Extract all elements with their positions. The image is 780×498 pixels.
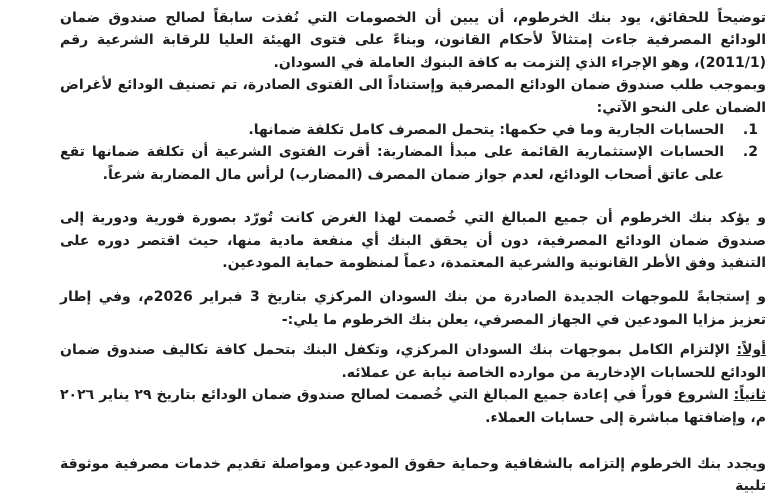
announcement-first	[60, 339, 766, 384]
intro-paragraph: توضيحاً للحقائق، يود بنك الخرطوم، أن يبين أن الخصومات التي نُفذت سابقاً لصالح صندوق ضمان الودائع المصرفية جاءت إمتثالاً لأحكام القانون، وبناءً على فتوى الهيئة العليا للرقابة الشرعية رقم (2011/1)، وهو الإجراء الذي إلتزمت به كافة البنوك العاملة في السودان.	[60, 10, 766, 71]
list-item-text: الحسابات الجارية وما في حكمها: يتحمل المصرف كامل تكلفة ضمانها.	[248, 122, 724, 139]
announcement-first-label: أولاً:	[736, 342, 766, 359]
announcement-second-label: ثانياً:	[733, 387, 767, 404]
classification-intro-paragraph: وبموجب طلب صندوق ضمان الودائع المصرفية وإستناداً الى الفتوى الصادرة، تم تصنيف الودائع لأغراض الضمان على النحو الآتي:	[60, 77, 766, 116]
list-item	[60, 119, 760, 141]
closing-paragraph: ويجدد بنك الخرطوم إلتزامه بالشفافية وحماية حقوق المودعين ومواصلة تقديم خدمات مصرفية موثوقة تلبية	[60, 455, 766, 495]
funds-confirmation-paragraph: و يؤكد بنك الخرطوم أن جميع المبالغ التي خُصمت لهذا الغرض كانت تُورّد بصورة فورية ودورية إلى صندوق ضمان الودائع المصرفية، دون أن يحقق البنك أي منفعة مادية منها، حيث اقتصر دوره على التنفيذ وفق الأطر القانونية والشرعية المعتمدة، دعماً لمنظومة حماية المودعين.	[60, 210, 766, 272]
list-item-number: 2.	[742, 144, 758, 161]
announcement-second	[60, 384, 766, 429]
list-item-number: 1.	[742, 122, 758, 139]
list-item	[60, 141, 760, 186]
announcement-second-text: الشروع فوراً في إعادة جميع المبالغ التي خُصمت لصالح صندوق ضمان الودائع بتاريخ ٢٩ يناير ٢٠٢٦ م، وإضافتها مباشرة إلى حسابات العملاء.	[60, 387, 766, 426]
classification-list	[60, 119, 766, 186]
new-directives-paragraph: و إستجابةً للموجهات الجديدة الصادرة من بنك السودان المركزي بتاريخ 3 فبراير 2026م، وفي إطار تعزيز مزايا المودعين في الجهاز المصرفي، يعلن بنك الخرطوم ما يلي:-	[60, 289, 766, 328]
list-item-text: الحسابات الإستثمارية القائمة على مبدأ المضاربة: أقرت الفتوى الشرعية أن تكلفة ضمانها تقع على عاتق أصحاب الودائع، لعدم جواز ضمان المصرف (المضارب) لرأس مال المضاربة شرعاً.	[60, 144, 724, 183]
announcement-first-text: الإلتزام الكامل بموجهات بنك السودان المركزي، وتكفل البنك بتحمل كافة تكاليف صندوق ضمان الودائع للحسابات الإدخارية من موارده الخاصة نيابة عن عملائه.	[60, 342, 766, 381]
